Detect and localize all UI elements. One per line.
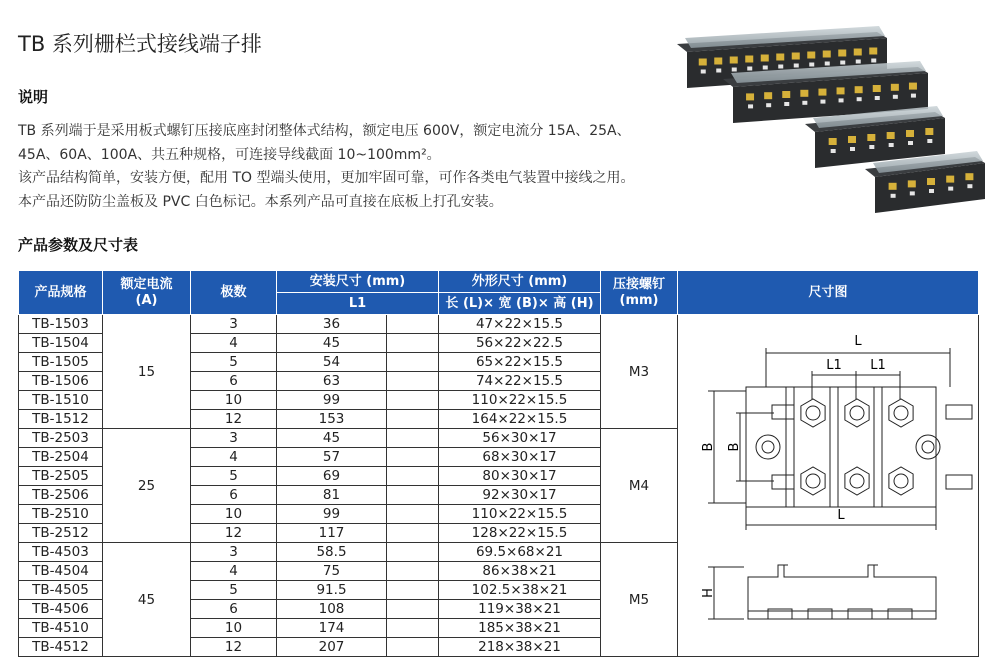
cell-model: TB-4506 [19,600,103,619]
cell-l1-blank [387,467,439,486]
description-line: 本产品还防防尘盖板及 PVC 白色标记。本系列产品可直接在底板上打孔安装。 [18,193,503,210]
cell-l1-blank [387,353,439,372]
cell-model: TB-1503 [19,315,103,334]
cell-l1: 45 [277,429,387,448]
cell-model: TB-2506 [19,486,103,505]
dim-label-L: L [854,334,862,349]
section-title-table: 产品参数及尺寸表 [18,236,139,254]
header-drawing: 尺寸图 [678,271,979,315]
cell-poles: 5 [191,581,277,600]
cell-outline: 110×22×15.5 [439,391,601,410]
cell-l1: 58.5 [277,543,387,562]
cell-outline: 119×38×21 [439,600,601,619]
cell-outline: 56×30×17 [439,429,601,448]
description-line: TB 系列端于是采用板式螺钉压接底座封闭整体式结构，额定电压 600V，额定电流分 15A、25A、 [18,123,631,139]
cell-model: TB-4510 [19,619,103,638]
cell-screw: M5 [601,543,678,657]
cell-outline: 74×22×15.5 [439,372,601,391]
cell-outline: 92×30×17 [439,486,601,505]
cell-l1: 54 [277,353,387,372]
cell-l1: 99 [277,505,387,524]
cell-poles: 10 [191,505,277,524]
description-line: 该产品结构简单，安装方便，配用 TO 型端头使用，更加牢固可靠，可作各类电气装置中接线之用。 [18,170,635,186]
cell-l1: 174 [277,619,387,638]
cell-model: TB-1505 [19,353,103,372]
cell-l1-blank [387,410,439,429]
dim-label-L1: L1 [826,358,842,373]
cell-outline: 80×30×17 [439,467,601,486]
cell-poles: 12 [191,638,277,657]
cell-model: TB-1506 [19,372,103,391]
cell-outline: 56×22×22.5 [439,334,601,353]
cell-l1-blank [387,600,439,619]
dim-label-L: L [837,508,845,523]
cell-outline: 65×22×15.5 [439,353,601,372]
cell-model: TB-4505 [19,581,103,600]
cell-l1: 153 [277,410,387,429]
description [18,120,718,214]
cell-model: TB-1512 [19,410,103,429]
cell-poles: 4 [191,334,277,353]
cell-current: 15 [103,315,191,429]
cell-model: TB-4512 [19,638,103,657]
cell-model: TB-2510 [19,505,103,524]
cell-l1: 36 [277,315,387,334]
cell-outline: 110×22×15.5 [439,505,601,524]
cell-poles: 6 [191,372,277,391]
cell-l1: 45 [277,334,387,353]
cell-l1-blank [387,619,439,638]
cell-poles: 3 [191,543,277,562]
cell-l1-blank [387,372,439,391]
cell-poles: 6 [191,486,277,505]
cell-l1-blank [387,391,439,410]
cell-l1: 69 [277,467,387,486]
cell-model: TB-2505 [19,467,103,486]
cell-outline: 86×38×21 [439,562,601,581]
cell-current: 45 [103,543,191,657]
cell-l1-blank [387,505,439,524]
cell-l1-blank [387,562,439,581]
cell-l1-blank [387,315,439,334]
cell-outline: 69.5×68×21 [439,543,601,562]
cell-outline: 164×22×15.5 [439,410,601,429]
dim-label-B: B [701,442,716,452]
cell-outline: 68×30×17 [439,448,601,467]
cell-l1: 108 [277,600,387,619]
cell-poles: 12 [191,410,277,429]
cell-poles: 10 [191,391,277,410]
cell-l1: 75 [277,562,387,581]
page-title: TB 系列栅栏式接线端子排 [18,32,262,56]
cell-l1-blank [387,486,439,505]
cell-poles: 3 [191,429,277,448]
cell-model: TB-4504 [19,562,103,581]
cell-model: TB-4503 [19,543,103,562]
header-outline-sub: 长 (L)× 宽 (B)× 高 (H) [439,293,601,315]
header-current: 额定电流 (A) [103,271,191,315]
cell-poles: 6 [191,600,277,619]
cell-outline: 128×22×15.5 [439,524,601,543]
cell-l1-blank [387,524,439,543]
cell-l1-blank [387,543,439,562]
cell-poles: 4 [191,448,277,467]
cell-model: TB-1504 [19,334,103,353]
cell-poles: 12 [191,524,277,543]
spec-table [18,270,979,657]
cell-l1-blank [387,581,439,600]
cell-poles: 3 [191,315,277,334]
section-title-description: 说明 [18,88,49,106]
cell-poles: 5 [191,467,277,486]
cell-screw: M3 [601,315,678,429]
cell-l1: 117 [277,524,387,543]
header-poles: 极数 [191,271,277,315]
dimension-drawing-cell [678,315,979,657]
cell-l1-blank [387,429,439,448]
cell-l1: 99 [277,391,387,410]
cell-l1-blank [387,448,439,467]
cell-outline: 47×22×15.5 [439,315,601,334]
cell-poles: 10 [191,619,277,638]
dim-label-B: B [727,442,742,452]
cell-outline: 102.5×38×21 [439,581,601,600]
cell-outline: 185×38×21 [439,619,601,638]
dimension-drawing [678,315,978,655]
dim-label-L1: L1 [870,358,886,373]
header-outline: 外形尺寸 (mm) [439,271,601,293]
cell-poles: 5 [191,353,277,372]
header-model: 产品规格 [19,271,103,315]
cell-model: TB-2504 [19,448,103,467]
cell-current: 25 [103,429,191,543]
cell-outline: 218×38×21 [439,638,601,657]
cell-model: TB-2512 [19,524,103,543]
cell-l1: 81 [277,486,387,505]
header-screw: 压接螺钉 (mm) [601,271,678,315]
cell-screw: M4 [601,429,678,543]
table-row [19,315,979,334]
cell-model: TB-2503 [19,429,103,448]
cell-model: TB-1510 [19,391,103,410]
cell-l1: 207 [277,638,387,657]
header-l1: L1 [277,293,439,315]
cell-l1: 91.5 [277,581,387,600]
cell-l1: 57 [277,448,387,467]
cell-l1-blank [387,638,439,657]
description-line: 45A、60A、100A、共五种规格，可连接导线截面 10~100mm²。 [18,146,441,163]
cell-l1: 63 [277,372,387,391]
cell-l1-blank [387,334,439,353]
header-install: 安装尺寸 (mm) [277,271,439,293]
cell-poles: 4 [191,562,277,581]
dim-label-H: H [701,588,716,598]
